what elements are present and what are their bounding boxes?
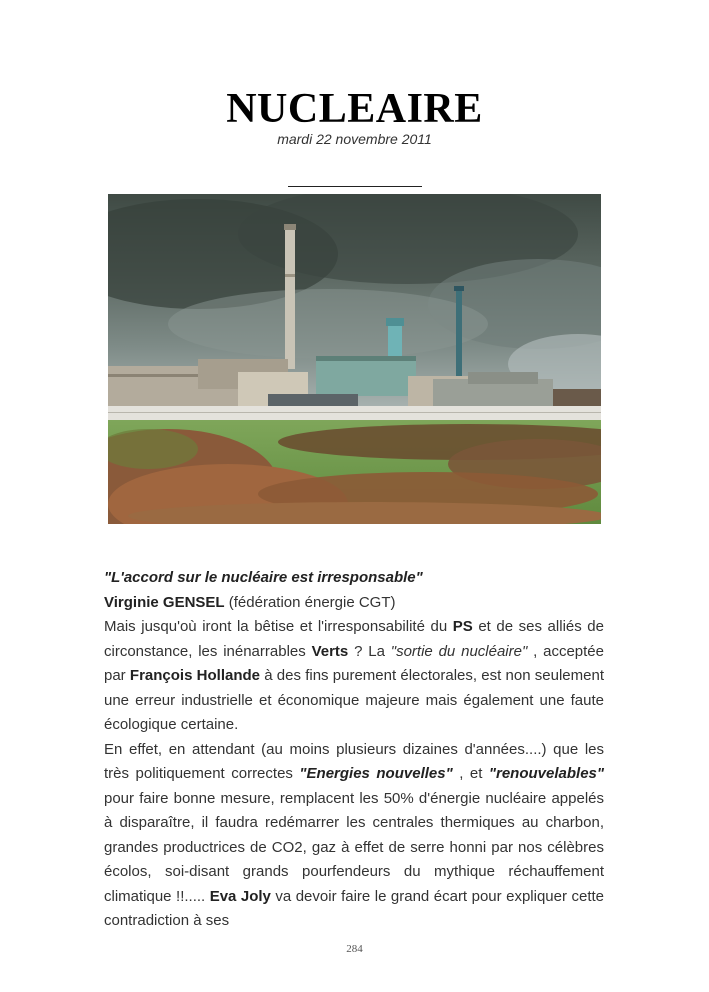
article-headline: "L'accord sur le nucléaire est irresponsable" <box>104 569 423 586</box>
title-divider <box>288 186 422 187</box>
text-run: pour faire bonne mesure, remplacent les 50% d'énergie nucléaire appelés à disparaître, il faudra redémarrer les centrales thermiques au charbon, grandes productrices de CO2, gaz à effet de serre honni par nos célèbres écolos, soi-disant grands pourfendeurs du mythique réchauffement climatique !!..... <box>104 789 604 905</box>
paragraph-2 <box>104 738 604 934</box>
text-run: à des fins purement électorales, est non seulement une erreur industrielle et économique majeure mais également une faute écologique certaine. <box>104 667 604 733</box>
name-eva-joly: Eva Joly <box>209 887 271 905</box>
article-body <box>104 566 604 934</box>
text-run: va devoir faire le grand écart pour expliquer cette contradiction à ses <box>104 887 604 929</box>
page-title: NUCLEAIRE <box>226 86 483 132</box>
quote-renouvelables: "renouvelables" <box>488 765 604 782</box>
name-hollande: François Hollande <box>129 667 260 684</box>
author-line <box>104 591 604 616</box>
text-run: ? La <box>348 642 391 660</box>
quote-energies-nouvelles: "Energies nouvelles" <box>299 765 453 782</box>
text-run: , et <box>452 765 489 782</box>
author-name: Virginie GENSEL <box>104 593 225 611</box>
text-run: Mais jusqu'où iront la bêtise et l'irresponsabilité du <box>104 618 453 635</box>
quote-sortie: "sortie du nucléaire" <box>390 642 528 660</box>
page-number: 284 <box>346 943 363 955</box>
paragraph-1 <box>104 615 604 738</box>
author-affiliation: (fédération énergie CGT) <box>224 593 396 611</box>
nuclear-plant-photo <box>108 194 601 524</box>
text-run: , acceptée par <box>104 642 604 684</box>
text-run: et de ses alliés de circonstance, les inénarrables <box>104 618 604 660</box>
party-verts: Verts <box>311 642 349 660</box>
party-ps: PS <box>452 618 473 635</box>
post-date: mardi 22 novembre 2011 <box>277 131 432 147</box>
text-run: En effet, en attendant (au moins plusieurs dizaines d'années....) que les très politiquement correctes <box>104 740 604 782</box>
